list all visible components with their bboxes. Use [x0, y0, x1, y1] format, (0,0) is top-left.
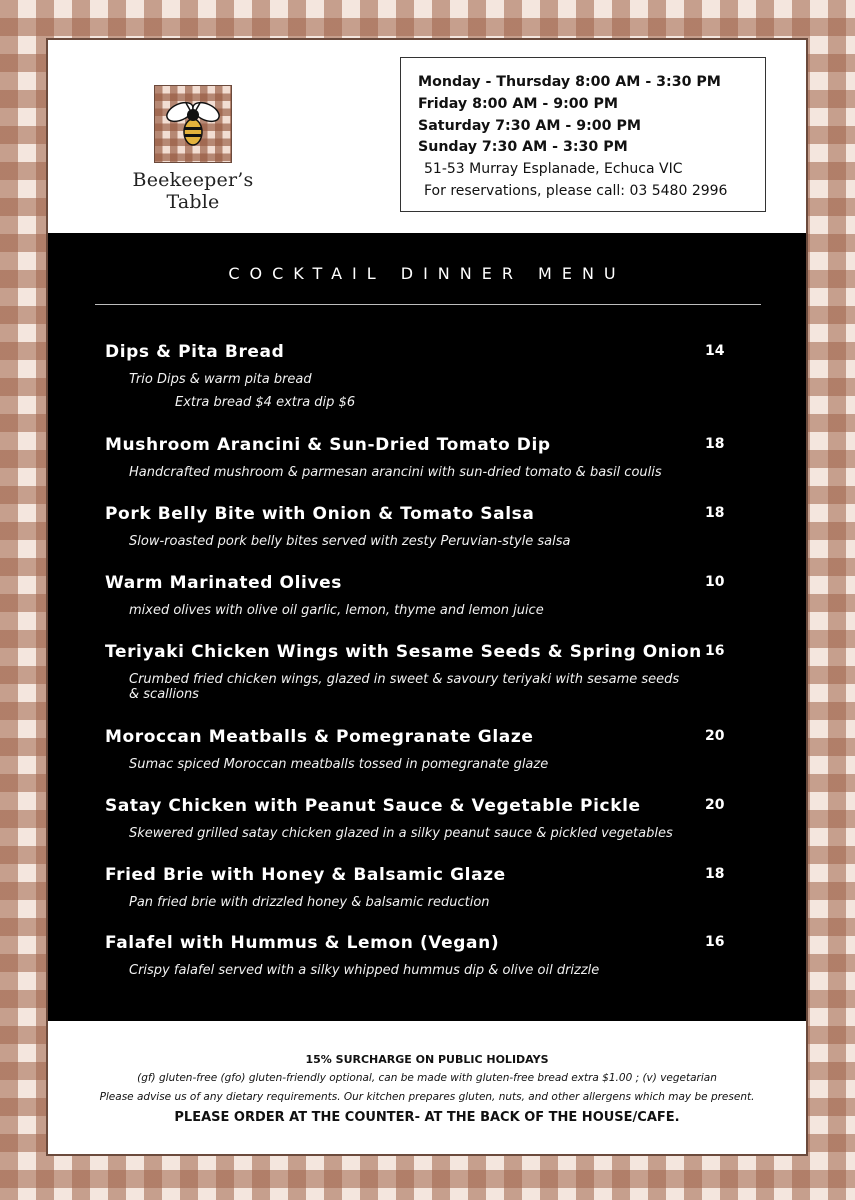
menu-item [105, 795, 745, 841]
reservations-phone: For reservations, please call: 03 5480 2996 [424, 182, 728, 199]
menu-item [105, 341, 745, 410]
item-description: Slow-roasted pork belly bites served with zesty Peruvian-style salsa [129, 534, 571, 549]
item-name: Moroccan Meatballs & Pomegranate Glaze [105, 727, 534, 747]
menu-sheet [48, 40, 806, 1154]
item-extra: Extra bread $4 extra dip $6 [175, 395, 356, 410]
item-price: 18 [705, 505, 725, 521]
item-price: 20 [705, 728, 725, 744]
surcharge-notice: 15% SURCHARGE ON PUBLIC HOLIDAYS [305, 1053, 549, 1066]
item-description: Crumbed fried chicken wings, glazed in sweet & savoury teriyaki with sesame seeds & scallions [129, 672, 680, 702]
menu-item [105, 503, 745, 549]
item-name: Mushroom Arancini & Sun-Dried Tomato Dip [105, 435, 551, 455]
item-name: Fried Brie with Honey & Balsamic Glaze [105, 865, 506, 885]
bee-icon [154, 85, 232, 163]
item-description: Trio Dips & warm pita bread [129, 372, 312, 387]
order-instruction: PLEASE ORDER AT THE COUNTER- AT THE BACK OF THE HOUSE/CAFE. [174, 1110, 680, 1125]
item-description: mixed olives with olive oil garlic, lemon, thyme and lemon juice [129, 603, 544, 618]
allergen-notice: Please advise us of any dietary requirements. Our kitchen prepares gluten, nuts, and other allergens which may be present. [99, 1091, 755, 1103]
item-name: Teriyaki Chicken Wings with Sesame Seeds & Spring Onion [105, 642, 702, 662]
item-name: Dips & Pita Bread [105, 342, 285, 362]
menu-item [105, 641, 745, 702]
header-section [48, 40, 806, 233]
brand-name: Beekeeper’s Table [132, 169, 254, 213]
menu-item [105, 864, 745, 910]
item-description: Sumac spiced Moroccan meatballs tossed in pomegranate glaze [129, 757, 549, 772]
item-name: Pork Belly Bite with Onion & Tomato Salsa [105, 504, 535, 524]
hours-line: Sunday 7:30 AM - 3:30 PM [418, 139, 628, 156]
hours-line: Saturday 7:30 AM - 9:00 PM [418, 117, 641, 134]
item-description: Skewered grilled satay chicken glazed in a silky peanut sauce & pickled vegetables [129, 826, 673, 841]
dietary-legend: (gf) gluten-free (gfo) gluten-friendly optional, can be made with gluten-free bread extra $1.00 ; (v) vegetarian [137, 1072, 717, 1084]
menu-item [105, 434, 745, 480]
menu-item [105, 932, 745, 978]
item-price: 16 [705, 643, 725, 659]
item-name: Warm Marinated Olives [105, 573, 342, 593]
item-price: 18 [705, 436, 725, 452]
item-price: 10 [705, 574, 725, 590]
hours-box [400, 57, 766, 212]
item-price: 20 [705, 797, 725, 813]
item-price: 16 [705, 934, 725, 950]
item-price: 14 [705, 343, 725, 359]
menu-section [48, 233, 806, 1021]
item-price: 18 [705, 866, 725, 882]
menu-item [105, 726, 745, 772]
logo [103, 85, 283, 213]
hours-line: Monday - Thursday 8:00 AM - 3:30 PM [418, 74, 721, 90]
menu-title: COCKTAIL DINNER MENU [228, 264, 626, 283]
hours-line: Friday 8:00 AM - 9:00 PM [418, 95, 618, 112]
address: 51-53 Murray Esplanade, Echuca VIC [424, 161, 683, 178]
item-description: Handcrafted mushroom & parmesan arancini with sun-dried tomato & basil coulis [129, 465, 662, 480]
item-name: Satay Chicken with Peanut Sauce & Vegetable Pickle [105, 796, 641, 816]
item-description: Pan fried brie with drizzled honey & balsamic reduction [129, 895, 490, 910]
menu-item [105, 572, 745, 618]
item-name: Falafel with Hummus & Lemon (Vegan) [105, 933, 500, 953]
item-description: Crispy falafel served with a silky whipped hummus dip & olive oil drizzle [129, 963, 600, 978]
footer-section [48, 1021, 806, 1154]
divider [95, 304, 761, 305]
